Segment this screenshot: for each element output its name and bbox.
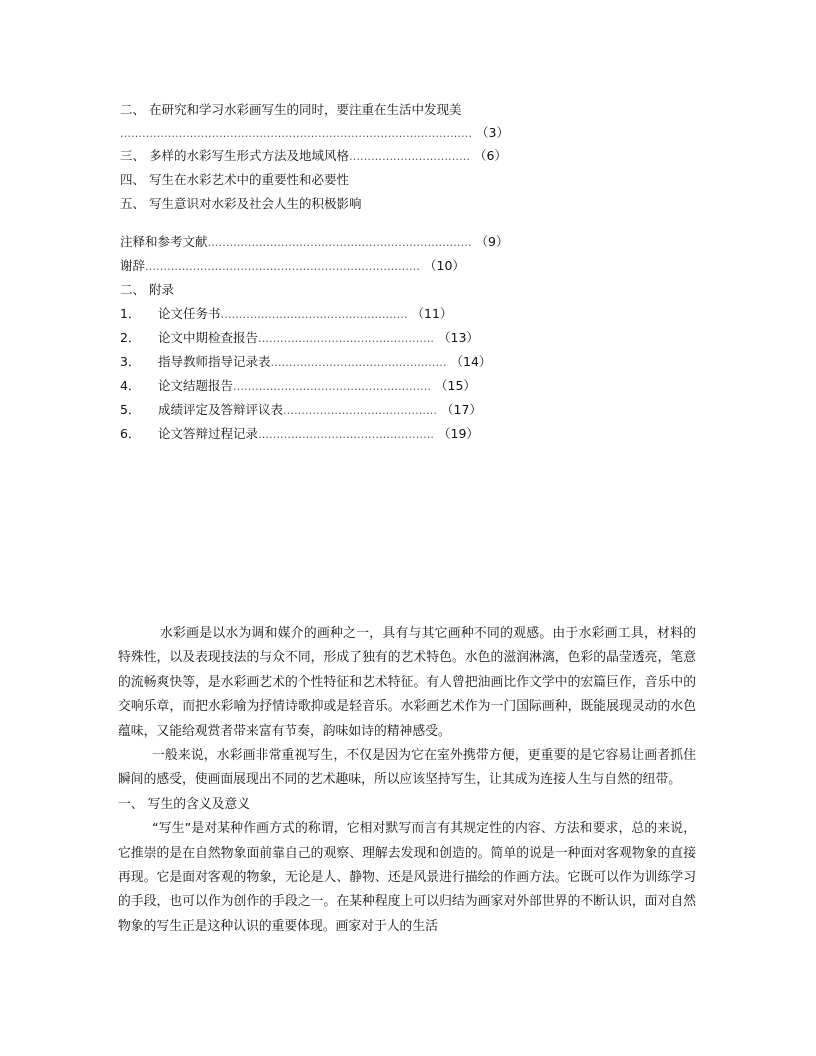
toc-page-number: （17） <box>441 402 482 417</box>
toc-item-title: 注释和参考文献 <box>120 234 208 249</box>
toc-appendix-item[interactable] <box>120 326 640 350</box>
toc-page-number: （14） <box>450 354 492 369</box>
toc-appendix-item[interactable] <box>120 398 640 422</box>
toc-item-2-leader <box>120 122 640 144</box>
toc-gap <box>120 216 640 230</box>
toc-dots: ……………………………………………………………… <box>207 236 472 249</box>
toc-dots: …………………………………………… <box>220 308 408 321</box>
toc-appendix-title[interactable]: 二、 附录 <box>120 282 174 297</box>
toc-item-title: 论文中期检查报告 <box>158 330 259 345</box>
toc-item-5[interactable]: 五、 写生意识对水彩及社会人生的积极影响 <box>120 196 362 211</box>
toc-item-2-title[interactable]: 二、 在研究和学习水彩画写生的同时，要注重在生活中发现美 <box>120 102 462 117</box>
table-of-contents <box>120 98 640 446</box>
toc-appendix-item[interactable] <box>120 422 640 446</box>
toc-appendix-number: 5． <box>120 402 141 417</box>
toc-appendix-number: 6． <box>120 426 141 441</box>
body-text <box>118 622 696 939</box>
toc-appendix-item[interactable] <box>120 374 640 398</box>
toc-appendix-item[interactable] <box>120 302 640 326</box>
toc-item-3[interactable] <box>120 144 640 168</box>
toc-appendix-number: 4． <box>120 378 141 393</box>
toc-dots: …………………………… <box>348 150 470 163</box>
toc-item-title: 三、 多样的水彩写生形式方法及地域风格 <box>120 148 349 163</box>
toc-page-number: （3） <box>476 125 509 140</box>
toc-appendix-number: 2． <box>120 330 141 345</box>
paragraph-sketching: 一般来说，水彩画非常重视写生，不仅是因为它在室外携带方便，更重要的是它容易让画者抓住瞬间的感受，使画面展现出不同的艺术趣味，所以应该坚持写生，让其成为连接人生与自然的纽带。 <box>118 748 696 788</box>
toc-item-title: 论文答辩过程记录 <box>158 426 259 441</box>
toc-page-number: （6） <box>473 148 507 163</box>
toc-appendix-number: 3． <box>120 354 141 369</box>
toc-thanks[interactable] <box>120 254 640 278</box>
toc-dots: ……………………………………………… <box>233 380 432 393</box>
paragraph-definition: “写生”是对某种作画方式的称谓，它相对默写而言有其规定性的内容、方法和要求，总的来说，它推崇的是在自然物象面前靠自己的观察、理解去发现和创造的。简单的说是一种面对客观物象的直接再现。它是面对客观的物象，无论是人、静物、还是风景进行描绘的作画方法。它既可以作为训练学习的手段，也可以作为创作的手段之一。在某种程度上可以归结为画家对外部世界的不断认识，面对自然物象的写生正是这种认识的重要体现。画家对于人的生活 <box>118 821 696 934</box>
toc-notes[interactable] <box>120 230 640 254</box>
toc-appendix-item[interactable] <box>120 350 640 374</box>
toc-item-4[interactable]: 四、 写生在水彩艺术中的重要性和必要性 <box>120 172 349 187</box>
toc-dots: …………………………………… <box>283 404 438 417</box>
paragraph-intro: 水彩画是以水为调和媒介的画种之一，具有与其它画种不同的观感。由于水彩画工具，材料的特殊性，以及表现技法的与众不同，形成了独有的艺术特色。水色的滋润淋漓，色彩的晶莹透亮，笔意的流畅爽快等，是水彩画艺术的个性特征和艺术特征。有人曾把油画比作文学中的宏篇巨作，音乐中的交响乐章，而把水彩喻为抒情诗歌抑或是轻音乐。水彩画艺术作为一门国际画种，既能展现灵动的水色蕴味，又能给观赏者带来富有节奏，韵味如诗的精神感受。 <box>118 626 696 739</box>
toc-dots: ………………………………………………………………… <box>145 260 421 273</box>
toc-dots: ………………………………………… <box>270 356 447 369</box>
toc-page-number: （9） <box>475 234 509 249</box>
toc-appendix-number: 1． <box>120 306 141 321</box>
section-heading: 一、 写生的含义及意义 <box>118 796 251 812</box>
toc-item-title: 谢辞 <box>120 258 146 273</box>
toc-page-number: （19） <box>438 426 479 441</box>
toc-dots: …………………………………………………………………………………… <box>120 127 472 140</box>
toc-item-title: 指导教师指导记录表 <box>158 354 271 369</box>
toc-dots: ………………………………………… <box>258 332 435 345</box>
toc-page-number: （10） <box>424 258 465 273</box>
toc-item-title: 成绩评定及答辩评议表 <box>158 402 284 417</box>
toc-page-number: （13） <box>438 330 479 345</box>
toc-item-title: 论文任务书 <box>158 306 221 321</box>
toc-page-number: （15） <box>435 378 476 393</box>
toc-page-number: （11） <box>411 306 453 321</box>
toc-dots: ………………………………………… <box>258 428 435 441</box>
toc-item-title: 论文结题报告 <box>158 378 234 393</box>
